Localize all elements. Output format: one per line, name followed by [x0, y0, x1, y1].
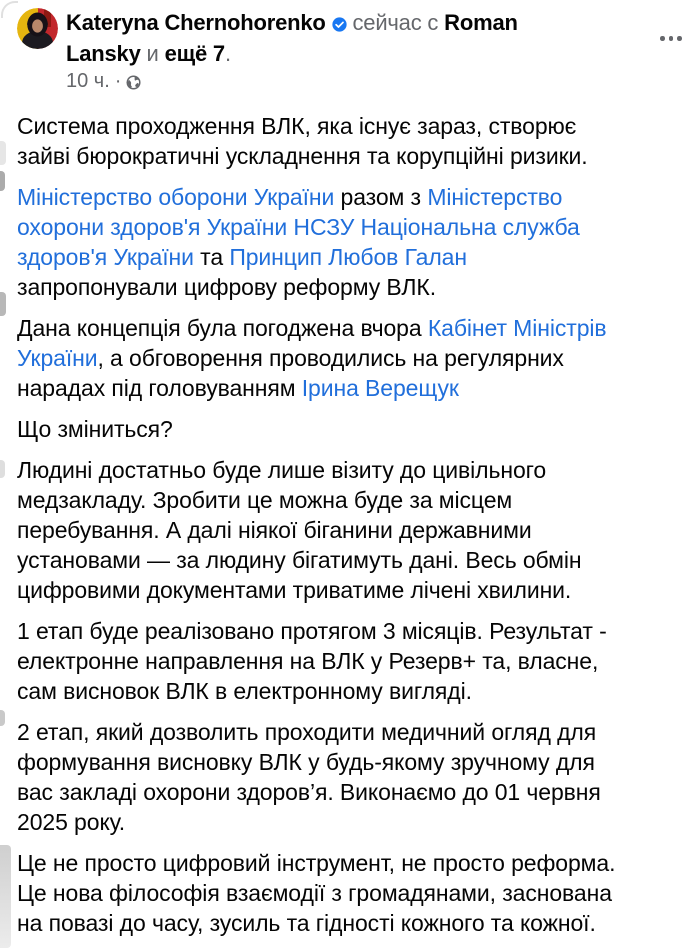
body-text: нарадах під головуванням [17, 375, 302, 401]
text-line [17, 272, 684, 302]
text-line [17, 182, 684, 212]
body-text: зайві бюрократичні ускладнення та корупційні ризики. [17, 143, 588, 169]
body-text: Це нова філософія взаємодії з громадянами, заснована [17, 880, 612, 906]
body-text: разом з [334, 184, 428, 210]
text-line [17, 616, 684, 646]
body-text: формування висновку ВЛК у будь-якому зручному для [17, 749, 595, 775]
tagged-friend-link[interactable]: Roman Lansky [66, 10, 518, 66]
avatar-image [17, 8, 58, 49]
byline-context: сейчас с [352, 10, 439, 35]
text-line [17, 455, 684, 485]
body-text: перебування. А далі ніякої біганини державними [17, 517, 532, 543]
text-line [17, 777, 684, 807]
body-text: Людині достатньо буде лише візиту до цивільного [17, 457, 547, 483]
post-paragraph [17, 616, 684, 706]
text-line [17, 343, 684, 373]
body-text: Це не просто цифровий інструмент, не просто реформа. [17, 850, 616, 876]
entity-link[interactable]: охорони здоров'я України НСЗУ Національна служба [17, 214, 580, 240]
text-line [17, 717, 684, 747]
post-paragraph [17, 414, 684, 444]
text-line [17, 373, 684, 403]
post-meta [66, 68, 586, 95]
text-line [17, 212, 684, 242]
text-line [17, 242, 684, 272]
globe-icon [126, 75, 141, 90]
entity-link[interactable]: Міністерство оборони України [17, 184, 335, 210]
post-body [17, 111, 684, 938]
text-line [17, 807, 684, 837]
text-line [17, 414, 684, 444]
body-text: електронне направлення на ВЛК у Резерв+ та, власне, [17, 648, 599, 674]
text-line [17, 908, 684, 938]
verified-badge-icon [332, 10, 347, 39]
body-text: , а обговорення проводились на регулярних [97, 345, 564, 371]
body-text: на повазі до часу, зусиль та гідності кожного та кожної. [17, 910, 596, 936]
text-line [17, 878, 684, 908]
avatar[interactable] [17, 8, 58, 49]
post-paragraph [17, 313, 684, 403]
post-header [17, 8, 684, 95]
body-text: запропонували цифрову реформу ВЛК. [17, 274, 436, 300]
body-text: 1 етап буде реалізовано протягом 3 місяців. Результат - [17, 618, 607, 644]
text-line [17, 676, 684, 706]
timestamp[interactable]: 10 ч. [66, 70, 110, 92]
text-line [17, 848, 684, 878]
entity-link[interactable]: Принцип Любов Галан [229, 244, 467, 270]
post-paragraph [17, 182, 684, 302]
post-menu-button[interactable] [658, 30, 684, 47]
entity-link[interactable]: України [17, 345, 98, 371]
ellipsis-icon [660, 36, 665, 41]
text-line [17, 575, 684, 605]
entity-link[interactable]: Кабінет Міністрів [427, 315, 607, 341]
meta-separator: · [114, 70, 122, 92]
body-text: 2 етап, який дозволить проходити медичний огляд для [17, 719, 597, 745]
author-name[interactable]: Kateryna Chernohorenko [66, 10, 326, 35]
text-line [17, 313, 684, 343]
body-text: медзакладу. Зробити це можна буде за місцем [17, 487, 513, 513]
text-line [17, 646, 684, 676]
tagged-others-link[interactable]: ещё 7 [164, 41, 225, 66]
entity-link[interactable]: Міністерство [427, 184, 563, 210]
post-paragraph [17, 717, 684, 837]
body-text: Система проходження ВЛК, яка існує зараз, створює [17, 113, 577, 139]
post-paragraph [17, 111, 684, 171]
text-line [17, 485, 684, 515]
text-line [17, 141, 684, 171]
entity-link[interactable]: здоров'я України [17, 244, 194, 270]
body-text: Що зміниться? [17, 416, 173, 442]
body-text: та [193, 244, 230, 270]
byline-and: и [146, 41, 159, 66]
header-text [66, 8, 586, 95]
text-line [17, 111, 684, 141]
body-text: цифровими документами триватиме лічені хвилини. [17, 577, 572, 603]
text-line [17, 515, 684, 545]
post-byline [66, 8, 586, 68]
post-paragraph [17, 455, 684, 605]
text-line [17, 747, 684, 777]
post-paragraph [17, 848, 684, 938]
text-line [17, 545, 684, 575]
body-text: установами — за людину бігатимуть дані. Весь обмін [17, 547, 582, 573]
body-text: вас закладі охорони здоров’я. Виконаємо до 01 червня [17, 779, 601, 805]
byline-period: . [224, 41, 231, 66]
body-text: 2025 року. [17, 809, 126, 835]
body-text: сам висновок ВЛК в електронному вигляді. [17, 678, 472, 704]
body-text: Дана концепція була погоджена вчора [17, 315, 428, 341]
entity-link[interactable]: Ірина Верещук [301, 375, 459, 401]
